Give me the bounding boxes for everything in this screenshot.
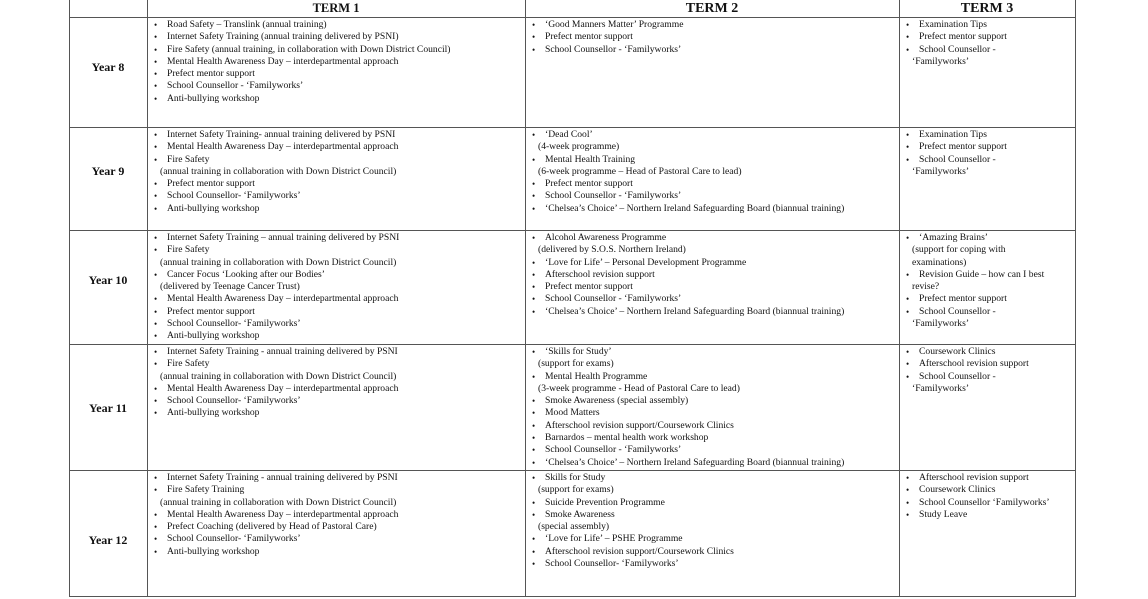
header-term-1: TERM 1 [312,1,360,15]
list-item: • School Counsellor - [901,154,1007,166]
list-item: • ‘Chelsea’s Choice’ – Northern Ireland Safeguarding Board (biannual training) [527,203,844,215]
list-item: • Mental Health Training [527,154,844,166]
row-label-year-11: Year 11 [88,401,128,415]
row-label-year-8: Year 8 [91,60,125,74]
list-item: • Suicide Prevention Programme [527,497,734,509]
year-11-term-2-list [527,346,844,469]
list-item: • ‘Love for Life’ – PSHE Programme [527,533,734,545]
list-item: • School Counsellor- ‘Familyworks’ [149,533,398,545]
list-item: • School Counsellor- ‘Familyworks’ [149,318,399,330]
list-item: • ‘Chelsea’s Choice’ – Northern Ireland Safeguarding Board (biannual training) [527,306,844,318]
header-term-2: TERM 2 [685,1,739,16]
year-10-term-3-list [901,232,1044,330]
year-8-term-3-list [901,19,1007,68]
list-item: • ‘Dead Cool’ [527,129,844,141]
table-border-right [1075,0,1076,596]
column-divider [147,0,148,596]
list-item-continuation: ‘Familyworks’ [912,318,970,330]
list-item: • Mental Health Awareness Day – interdepartmental approach [149,141,398,153]
list-item: • Barnardos – mental health work workshop [527,432,844,444]
list-item: • Anti-bullying workshop [149,407,398,419]
list-item: • Prefect Coaching (delivered by Head of Pastoral Care) [149,521,398,533]
list-item: • School Counsellor - [901,306,1044,318]
list-item: • Prefect mentor support [901,293,1044,305]
list-item: • School Counsellor- ‘Familyworks’ [527,558,734,570]
year-10-term-1-list [149,232,399,343]
list-item: • Internet Safety Training - annual training delivered by PSNI [149,472,398,484]
column-divider [525,0,526,596]
list-item: • Coursework Clinics [901,346,1029,358]
list-item: • Mental Health Programme [527,371,844,383]
list-item: • Fire Safety [149,358,398,370]
list-item: • Internet Safety Training - annual training delivered by PSNI [149,346,398,358]
row-label-year-12: Year 12 [88,533,128,547]
list-item-continuation: (support for exams) [538,358,614,370]
year-10-term-2-list [527,232,844,318]
list-item: • School Counsellor - ‘Familyworks’ [527,444,844,456]
list-item: • Prefect mentor support [149,178,398,190]
list-item-continuation: (annual training in collaboration with Down District Council) [160,165,397,177]
list-item: • School Counsellor - ‘Familyworks’ [527,190,844,202]
list-item: • Internet Safety Training- annual training delivered by PSNI [149,129,398,141]
list-item: • School Counsellor ‘Familyworks’ [901,497,1050,509]
list-item: • Examination Tips [901,129,1007,141]
list-item: • Prefect mentor support [527,281,844,293]
list-item: • Cancer Focus ‘Looking after our Bodies’ [149,269,399,281]
list-item: • Mood Matters [527,407,844,419]
list-item: • ‘Love for Life’ – Personal Development Programme [527,257,844,269]
list-item: • Prefect mentor support [527,31,683,43]
year-11-term-3-list [901,346,1029,395]
list-item: • ‘Good Manners Matter’ Programme [527,19,683,31]
list-item: • Coursework Clinics [901,484,1050,496]
list-item: • ‘Chelsea’s Choice’ – Northern Ireland Safeguarding Board (biannual training) [527,457,844,469]
list-item-continuation: (annual training in collaboration with Down District Council) [160,496,397,508]
list-item-continuation: revise? [912,281,940,293]
list-item: • Internet Safety Training (annual training delivered by PSNI) [149,31,451,43]
list-item: • Fire Safety [149,154,398,166]
list-item: • Mental Health Awareness Day – interdepartmental approach [149,383,398,395]
row-divider [69,17,1076,18]
list-item-continuation: ‘Familyworks’ [912,165,970,177]
list-item: • ‘Skills for Study’ [527,346,844,358]
list-item: • School Counsellor- ‘Familyworks’ [149,190,398,202]
list-item-continuation: (delivered by Teenage Cancer Trust) [160,281,300,293]
list-item: • Prefect mentor support [149,68,451,80]
row-divider [69,230,1076,231]
list-item-continuation: (annual training in collaboration with Down District Council) [160,256,397,268]
row-divider [69,127,1076,128]
list-item-continuation: examinations) [912,256,967,268]
list-item: • Alcohol Awareness Programme [527,232,844,244]
year-12-term-2-list [527,472,734,570]
list-item: • Fire Safety Training [149,484,398,496]
header-term-3: TERM 3 [960,1,1014,16]
list-item: • Road Safety – Translink (annual training) [149,19,451,31]
list-item: • Anti-bullying workshop [149,546,398,558]
list-item: • Mental Health Awareness Day – interdepartmental approach [149,509,398,521]
row-label-year-10: Year 10 [88,273,128,287]
list-item: • School Counsellor - ‘Familyworks’ [527,44,683,56]
list-item: • Prefect mentor support [149,306,399,318]
list-item: • Mental Health Awareness Day – interdepartmental approach [149,56,451,68]
list-item-continuation: (special assembly) [538,521,610,533]
year-9-term-3-list [901,129,1007,178]
list-item: • Skills for Study [527,472,734,484]
column-divider [899,0,900,596]
list-item-continuation: (3-week programme - Head of Pastoral Care to lead) [538,382,740,394]
list-item: • School Counsellor - [901,44,1007,56]
list-item: • Afterschool revision support/Coursework Clinics [527,420,844,432]
year-9-term-2-list [527,129,844,215]
year-9-term-1-list [149,129,398,215]
list-item-continuation: (annual training in collaboration with Down District Council) [160,370,397,382]
list-item: • School Counsellor - ‘Familyworks’ [149,80,451,92]
list-item: • School Counsellor- ‘Familyworks’ [149,395,398,407]
list-item: • Examination Tips [901,19,1007,31]
list-item-continuation: (6-week programme – Head of Pastoral Care to lead) [538,165,742,177]
year-11-term-1-list [149,346,398,420]
list-item: • Anti-bullying workshop [149,330,399,342]
list-item: • Internet Safety Training – annual training delivered by PSNI [149,232,399,244]
list-item: • Anti-bullying workshop [149,203,398,215]
list-item: • ‘Amazing Brains’ [901,232,1044,244]
list-item: • Prefect mentor support [901,31,1007,43]
list-item-continuation: (delivered by S.O.S. Northern Ireland) [538,244,686,256]
list-item: • Mental Health Awareness Day – interdepartmental approach [149,293,399,305]
year-12-term-3-list [901,472,1050,521]
list-item: • Afterschool revision support [527,269,844,281]
list-item-continuation: (support for exams) [538,484,614,496]
list-item: • Prefect mentor support [527,178,844,190]
list-item: • School Counsellor - ‘Familyworks’ [527,293,844,305]
pastoral-care-table [69,0,1076,597]
row-divider [69,344,1076,345]
year-8-term-1-list [149,19,451,105]
list-item: • Study Leave [901,509,1050,521]
list-item: • Smoke Awareness (special assembly) [527,395,844,407]
year-8-term-2-list [527,19,683,56]
list-item: • Afterschool revision support/Coursework Clinics [527,546,734,558]
list-item-continuation: (support for coping with [912,244,1006,256]
row-label-year-9: Year 9 [91,164,125,178]
row-divider [69,470,1076,471]
list-item: • Fire Safety (annual training, in collaboration with Down District Council) [149,44,451,56]
list-item: • Revision Guide – how can I best [901,269,1044,281]
list-item: • Smoke Awareness [527,509,734,521]
list-item: • Prefect mentor support [901,141,1007,153]
year-12-term-1-list [149,472,398,558]
list-item-continuation: ‘Familyworks’ [912,55,970,67]
list-item: • School Counsellor - [901,371,1029,383]
list-item: • Fire Safety [149,244,399,256]
list-item-continuation: ‘Familyworks’ [912,382,970,394]
table-border-left [69,0,70,596]
list-item-continuation: (4-week programme) [538,141,620,153]
list-item: • Afterschool revision support [901,472,1050,484]
list-item: • Anti-bullying workshop [149,93,451,105]
list-item: • Afterschool revision support [901,358,1029,370]
table-border-bottom [69,596,1076,597]
